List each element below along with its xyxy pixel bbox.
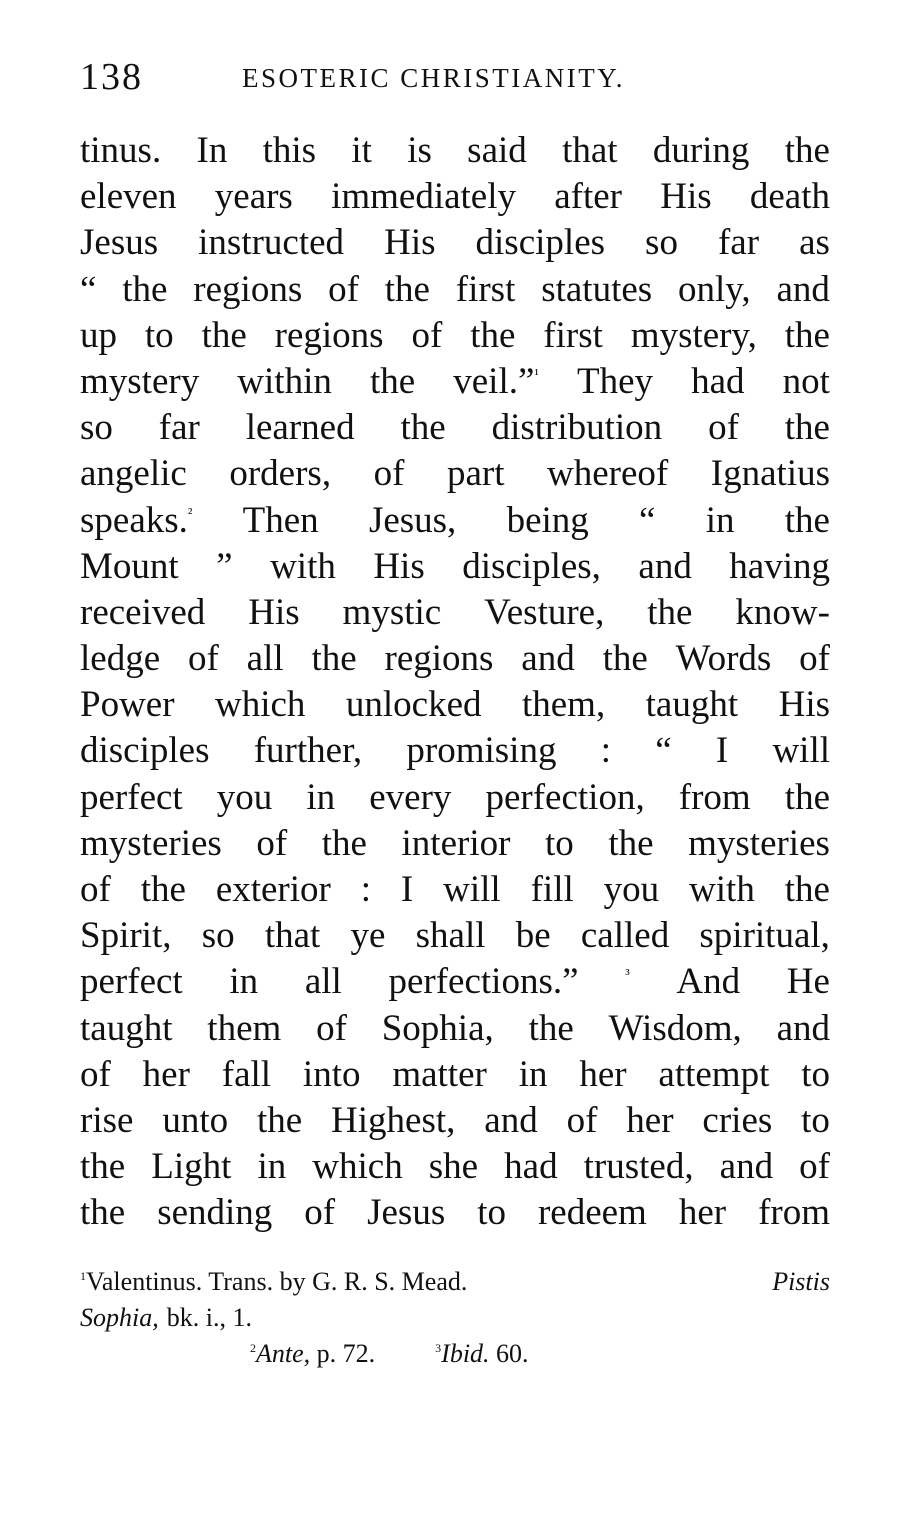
text-line: speaks.$^{^2}$ Then Jesus, being “ in the (80, 499, 830, 541)
footnotes (80, 1264, 830, 1372)
text-line: ledge of all the regions and the Words of (80, 638, 830, 680)
footnote-1-line-2-italic: Sophia, (80, 1303, 159, 1332)
text-line: Spirit, so that ye shall be called spiritual, (80, 915, 830, 957)
text-line: of the exterior : I will fill you with the (80, 869, 830, 910)
footnote-3-text: 60. (496, 1339, 529, 1368)
footnote-1-italic: Pistis (772, 1267, 830, 1296)
text-line: received His mystic Vesture, the know- (80, 591, 830, 633)
text-line: rise unto the Highest, and of her cries to (80, 1099, 830, 1141)
page-header (80, 52, 830, 102)
footnote-1-text: Valentinus. Trans. by G. R. S. Mead. (86, 1267, 468, 1296)
text-line: taught them of Sophia, the Wisdom, and (80, 1007, 830, 1049)
page-number: 138 (80, 56, 143, 98)
text-line: Power which unlocked them, taught His (80, 684, 830, 726)
text-line: the Light in which she had trusted, and of (80, 1146, 830, 1188)
footnote-3-italic: Ibid. (441, 1339, 490, 1368)
text-line: the sending of Jesus to redeem her from (80, 1192, 830, 1234)
footnote-2-text: p. 72. (316, 1339, 376, 1368)
footnote-2-marker: 2 (250, 1341, 256, 1355)
footnote-1-line-2-text: bk. i., 1. (166, 1303, 252, 1332)
text-line: Jesus instructed His disciples so far as (80, 222, 830, 264)
text-line: tinus. In this it is said that during the (80, 130, 830, 171)
text-line: so far learned the distribution of the (80, 407, 830, 449)
text-line: perfect you in every perfection, from the (80, 776, 830, 818)
text-line: angelic orders, of part whereof Ignatius (80, 453, 830, 495)
text-line: mysteries of the interior to the mysteries (80, 822, 830, 864)
text-line: of her fall into matter in her attempt to (80, 1053, 830, 1095)
text-line: disciples further, promising : “ I will (80, 730, 830, 772)
text-line: mystery within the veil.”$^{^1}$ They had not (80, 360, 830, 402)
footnote-2-3-line (80, 1336, 830, 1372)
footnote-3 (435, 1336, 528, 1372)
text-line: perfect in all perfections.” $^{^3}$ And He (80, 961, 830, 1003)
footnote-3-marker: 3 (435, 1341, 442, 1355)
text-line: “ the regions of the first statutes only, and (80, 268, 830, 310)
footnote-2 (250, 1336, 375, 1372)
text-line: up to the regions of the first mystery, the (80, 314, 830, 356)
footnote-1-marker: 1 (80, 1269, 86, 1283)
text-line: Mount ” with His disciples, and having (80, 545, 830, 587)
text-line: eleven years immediately after His death (80, 176, 830, 218)
footnote-1-line-2 (80, 1300, 830, 1336)
footnote-1-line-1 (80, 1264, 830, 1300)
body-text (80, 128, 830, 1237)
footnote-2-italic: Ante, (256, 1339, 311, 1368)
running-head: ESOTERIC CHRISTIANITY. (242, 63, 626, 93)
